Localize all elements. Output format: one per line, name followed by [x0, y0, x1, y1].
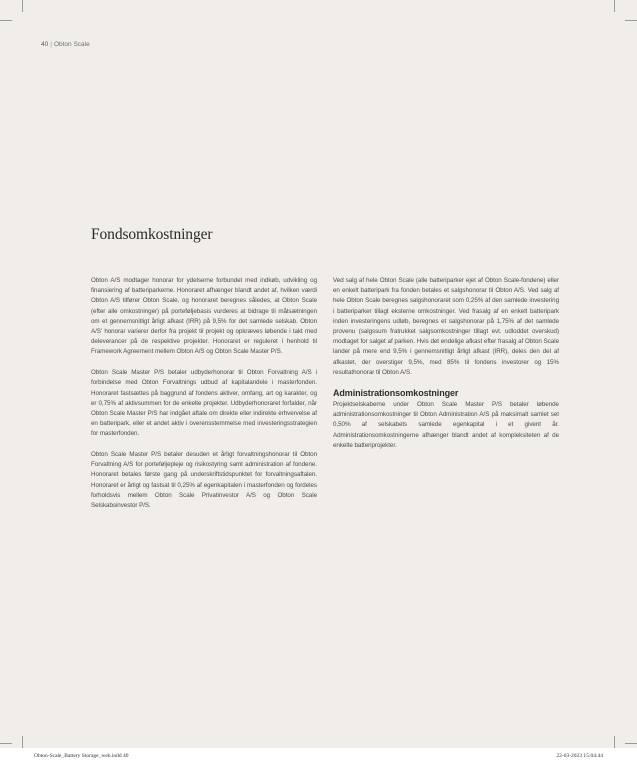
- running-head: [41, 41, 90, 48]
- body-paragraph: Obton A/S modtager honorar for ydelserne forbundet med indkøb, udvikling og finansiering af batteriparkerne. Honoraret afhænger blandt andet af, hvilken værdi Obton A/S tilfører Obton Scale, og honoraret beregnes således, at Obton Scale (efter alle omkostninger) på porteføljebasis vurderes at bidrage til målsætningen om et gennemsnitligt årligt afkast (IRR) på 9,5% for det samlede selskab. Obton A/S' honorar varierer derfor fra projekt til projekt og opkræves løbende i takt med deleverancer på de respektive projekter. Honoraret er reguleret i henhold til Framework Agreement mellem Obton A/S og Obton Scale Master P/S.: [91, 277, 317, 356]
- page-title: Fondsomkostninger: [91, 226, 213, 243]
- crop-mark: [0, 743, 12, 744]
- left-column: [91, 276, 317, 522]
- running-head-separator: |: [50, 41, 52, 48]
- page-number: 40: [41, 41, 49, 48]
- crop-mark: [0, 20, 12, 21]
- crop-mark: [22, 0, 23, 12]
- crop-mark: [614, 736, 615, 748]
- slug-filename: Obton-Scale_Battery Storage_web.indd 40: [34, 753, 129, 759]
- body-paragraph: Obton Scale Master P/S betaler desuden et årligt forvaltningshonorar til Obton Forvaltning A/S for porteføljepleje og risikostyring samt administration af fondene. Honoraret betales første gang på underskriftstidspunktet for forvaltningsaftalen. Honoraret er årligt og fastsat til 0,25% af egenkapitalen i masterfonden og fordeles forholdsvis mellem Obton Scale Privatinvestor A/S og Obton Scale Selskabsinvestor P/S.: [91, 451, 317, 510]
- right-column: [333, 276, 559, 462]
- body-paragraph: Ved salg af hele Obton Scale (alle batteriparker ejet af Obton Scale-fondene) eller en enkelt batteripark fra fonden betales et salgshonorar til Obton A/S. Ved salg af hele Obton Scale beregnes salgshonoraret som 0,25% af den samlede investering i batteriparker tillagt eksterne omkostninger. Ved frasalg af en enkelt batteripark inden investeringens udløb, beregnes et salgshonorar på 1,75% af det samlede provenu (salgssum fratrukket salgsomkostninger tillagt evt. udloddet overskud) modtaget for salget af parken. Hvis det endelige afkast efter frasalg af Obton Scale lander på mere end 9,5% i gennemsnitligt årligt afkast (IRR), deles den del af afkastet, der overstiger 9,5%, med 85% til fondens investorer og 15% resultathonorar til Obton A/S.: [333, 277, 559, 376]
- slug-timestamp: 22-03-2023 15:04:44: [556, 753, 603, 759]
- crop-mark: [614, 0, 615, 12]
- crop-mark: [625, 20, 637, 21]
- body-paragraph: Projektselskaberne under Obton Scale Master P/S betaler løbende administrationsomkostninger til Obton Administration A/S på maksimalt samlet set 0,50% af selskabets samlede egenkapital i et givent år. Administrationsomkostningerne afhænger blandt andet af kompleksiteten af de enkelte batteriprojekter.: [333, 401, 559, 449]
- crop-mark: [625, 743, 637, 744]
- crop-mark: [22, 736, 23, 748]
- body-paragraph: Obton Scale Master P/S betaler udbyderhonorar til Obton Forvaltning A/S i forbindelse med Obton Forvaltnings udbud af kapitalandele i masterfonden. Honoraret fastsættes på baggrund af fondens aktiver, omfang, art og karakter, og er 0,75% af aktivsummen for de enkelte projekter. Udbyderhonoraret forfalder, når Obton Scale Master P/S har indgået aftale om direkte eller indirekte erhvervelse af en batteripark, eller et andet aktiv i overensstemmelse med investeringsstrategien for masterfonden.: [91, 369, 317, 438]
- section-subheading: Administrationsomkostninger: [333, 388, 459, 399]
- running-head-section: Obton Scale: [53, 41, 90, 48]
